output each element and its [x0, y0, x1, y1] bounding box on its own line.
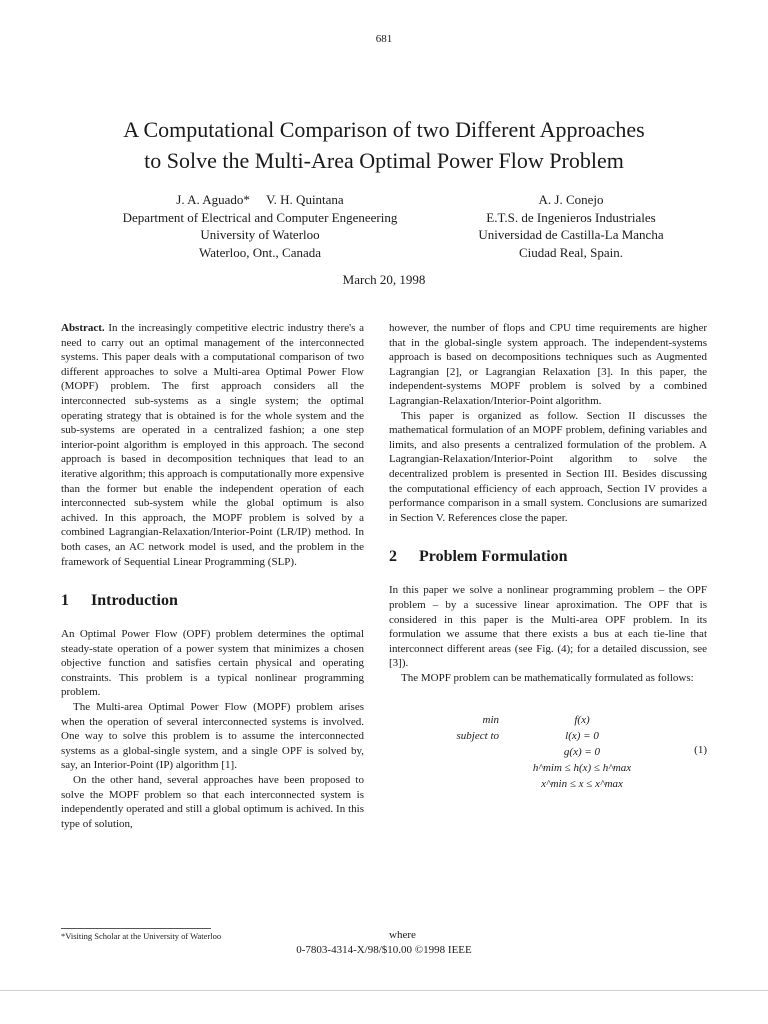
abstract-label: Abstract. — [61, 322, 105, 334]
paragraph: The MOPF problem can be mathematically formulated as follows: — [401, 671, 694, 684]
paragraph: In this paper we solve a nonlinear programming problem – the OPF problem – by a sucessive linear aproximation. The OPF that is considered in this paper is the Multi-area OPF problem. In its formulation we assume that there exists a bus at each tie-line that interconnect different areas (see Fig. (4); for a detailed discussion, see [3]). — [389, 584, 707, 670]
left-column — [61, 321, 364, 831]
paragraph: The Multi-area Optimal Power Flow (MOPF) problem arises when the operation of several interconnected systems is involved. One way to solve this problem is to assume the interconnected systems as a global-single system, and a single OPF is solved by, say, an Interior-Point (IP) algorithm [1]. — [61, 701, 364, 772]
paper-title — [0, 114, 768, 176]
department-left: Department of Electrical and Computer Engeneering — [122, 209, 398, 225]
city-right: Ciudad Real, Spain. — [519, 244, 623, 260]
equation-constraint-g: g(x) = 0 — [563, 746, 601, 759]
copyright-line: 0-7803-4314-X/98/$10.00 ©1998 IEEE — [296, 944, 472, 956]
equation-number: (1) — [694, 744, 707, 757]
paragraph: On the other hand, several approaches have been proposed to solve the MOPF problem so that each interconnected system is independently operated and still a global optimum is achived. In this type of solution, — [61, 774, 364, 830]
paper-date: March 20, 1998 — [342, 272, 426, 287]
page-bottom-divider — [0, 990, 768, 991]
section-heading-problem-formulation — [389, 547, 707, 567]
title-line-1: A Computational Comparison of two Different Approaches — [123, 117, 645, 142]
title-line-2: to Solve the Multi-Area Optimal Power Flow Problem — [144, 148, 624, 173]
section-number: 1 — [61, 592, 69, 610]
paragraph: This paper is organized as follow. Section II discusses the mathematical formulation of an MOPF problem, defining variables and limits, and also presents a centralized formulation of the problem. A Lagrangian-Relaxation/Interior-Point algorithm to solve the decentralized problem is presented in Section III. Besides discussing the computational efficiency of each approach, Section IV provides a performance comparison in a small system. Conclusions are sumarized in Section V. References close the paper. — [389, 409, 707, 524]
section-title: Introduction — [91, 592, 178, 610]
section-heading-introduction — [61, 591, 364, 611]
city-left: Waterloo, Ont., Canada — [198, 244, 322, 260]
equation-row — [389, 745, 707, 760]
section-title: Problem Formulation — [419, 548, 568, 566]
university-right: Universidad de Castilla-La Mancha — [478, 227, 664, 242]
footnote-divider — [61, 928, 211, 929]
right-column — [389, 321, 707, 795]
author-names-left: J. A. Aguado* V. H. Quintana — [176, 192, 344, 207]
equation-subject-label: subject to — [456, 730, 499, 743]
affiliation-right — [440, 191, 702, 261]
equation-objective: f(x) — [574, 714, 590, 727]
paragraph: An Optimal Power Flow (OPF) problem determines the optimal steady-state operation of a power system that minimizes a chosen objective function and satisfies certain physical and operating constraints. This problem is a typical nonlinear programming problem. — [61, 628, 364, 699]
equation-constraint-l: l(x) = 0 — [565, 730, 599, 743]
equation-row — [389, 777, 707, 792]
department-right: E.T.S. de Ingenieros Industriales — [486, 209, 656, 225]
paragraph: however, the number of flops and CPU time requirements are higher that in the global-single system approach. The independent-systems approach is based on decompositions techniques such as Augmented Lagrangian [2], or Lagrangian Relaxation [3]. In this paper, the independent-systems MOPF problem is solved by a combined Lagrangian-Relaxation/Interior-Point algorithm. — [389, 322, 707, 407]
page-number: 681 — [375, 33, 393, 45]
section-number: 2 — [389, 548, 397, 566]
abstract-text: In the increasingly competitive electric industry there's a need to carry out an optimal management of the interconnected systems. This paper deals with a computational comparison of two different approaches to solve a Multi-area Optimal Power Flow (MOPF) problem. The first approach considers all the interconnected sub-systems as a single system; the optimal operating strategy that is obtained is for the whole system and the sub-systems are operated in a centralized fashion; a one step interior-point algorithm is employed in this approach. The second approach is based in decomposition techniques that lead to an iterative algorithm; this approach is computationally more expensive than the former but enable the independent operation of each interconnected sub-system while the global optimum is also achived. In this approach, the MOPF problem is solved by a combined Lagrangian-Relaxation/Interior-Point (LR/IP) method. In both cases, an AC network model is used, and the problem in the framework of Sequential Linear Programming (SLP). — [61, 322, 364, 568]
where-text: where — [389, 929, 416, 941]
footnote: *Visiting Scholar at the University of Waterloo — [61, 931, 222, 941]
affiliation-left — [50, 191, 470, 261]
university-left: University of Waterloo — [200, 227, 320, 242]
abstract — [61, 321, 364, 569]
equation-mopf — [389, 713, 707, 795]
equation-row — [389, 761, 707, 776]
author-names-right: A. J. Conejo — [538, 192, 604, 207]
equation-min-label: min — [482, 714, 499, 727]
equation-row — [389, 713, 707, 728]
equation-row — [389, 729, 707, 744]
equation-constraint-h: h^mim ≤ h(x) ≤ h^max — [532, 762, 632, 775]
equation-constraint-x: x^min ≤ x ≤ x^max — [541, 778, 623, 791]
